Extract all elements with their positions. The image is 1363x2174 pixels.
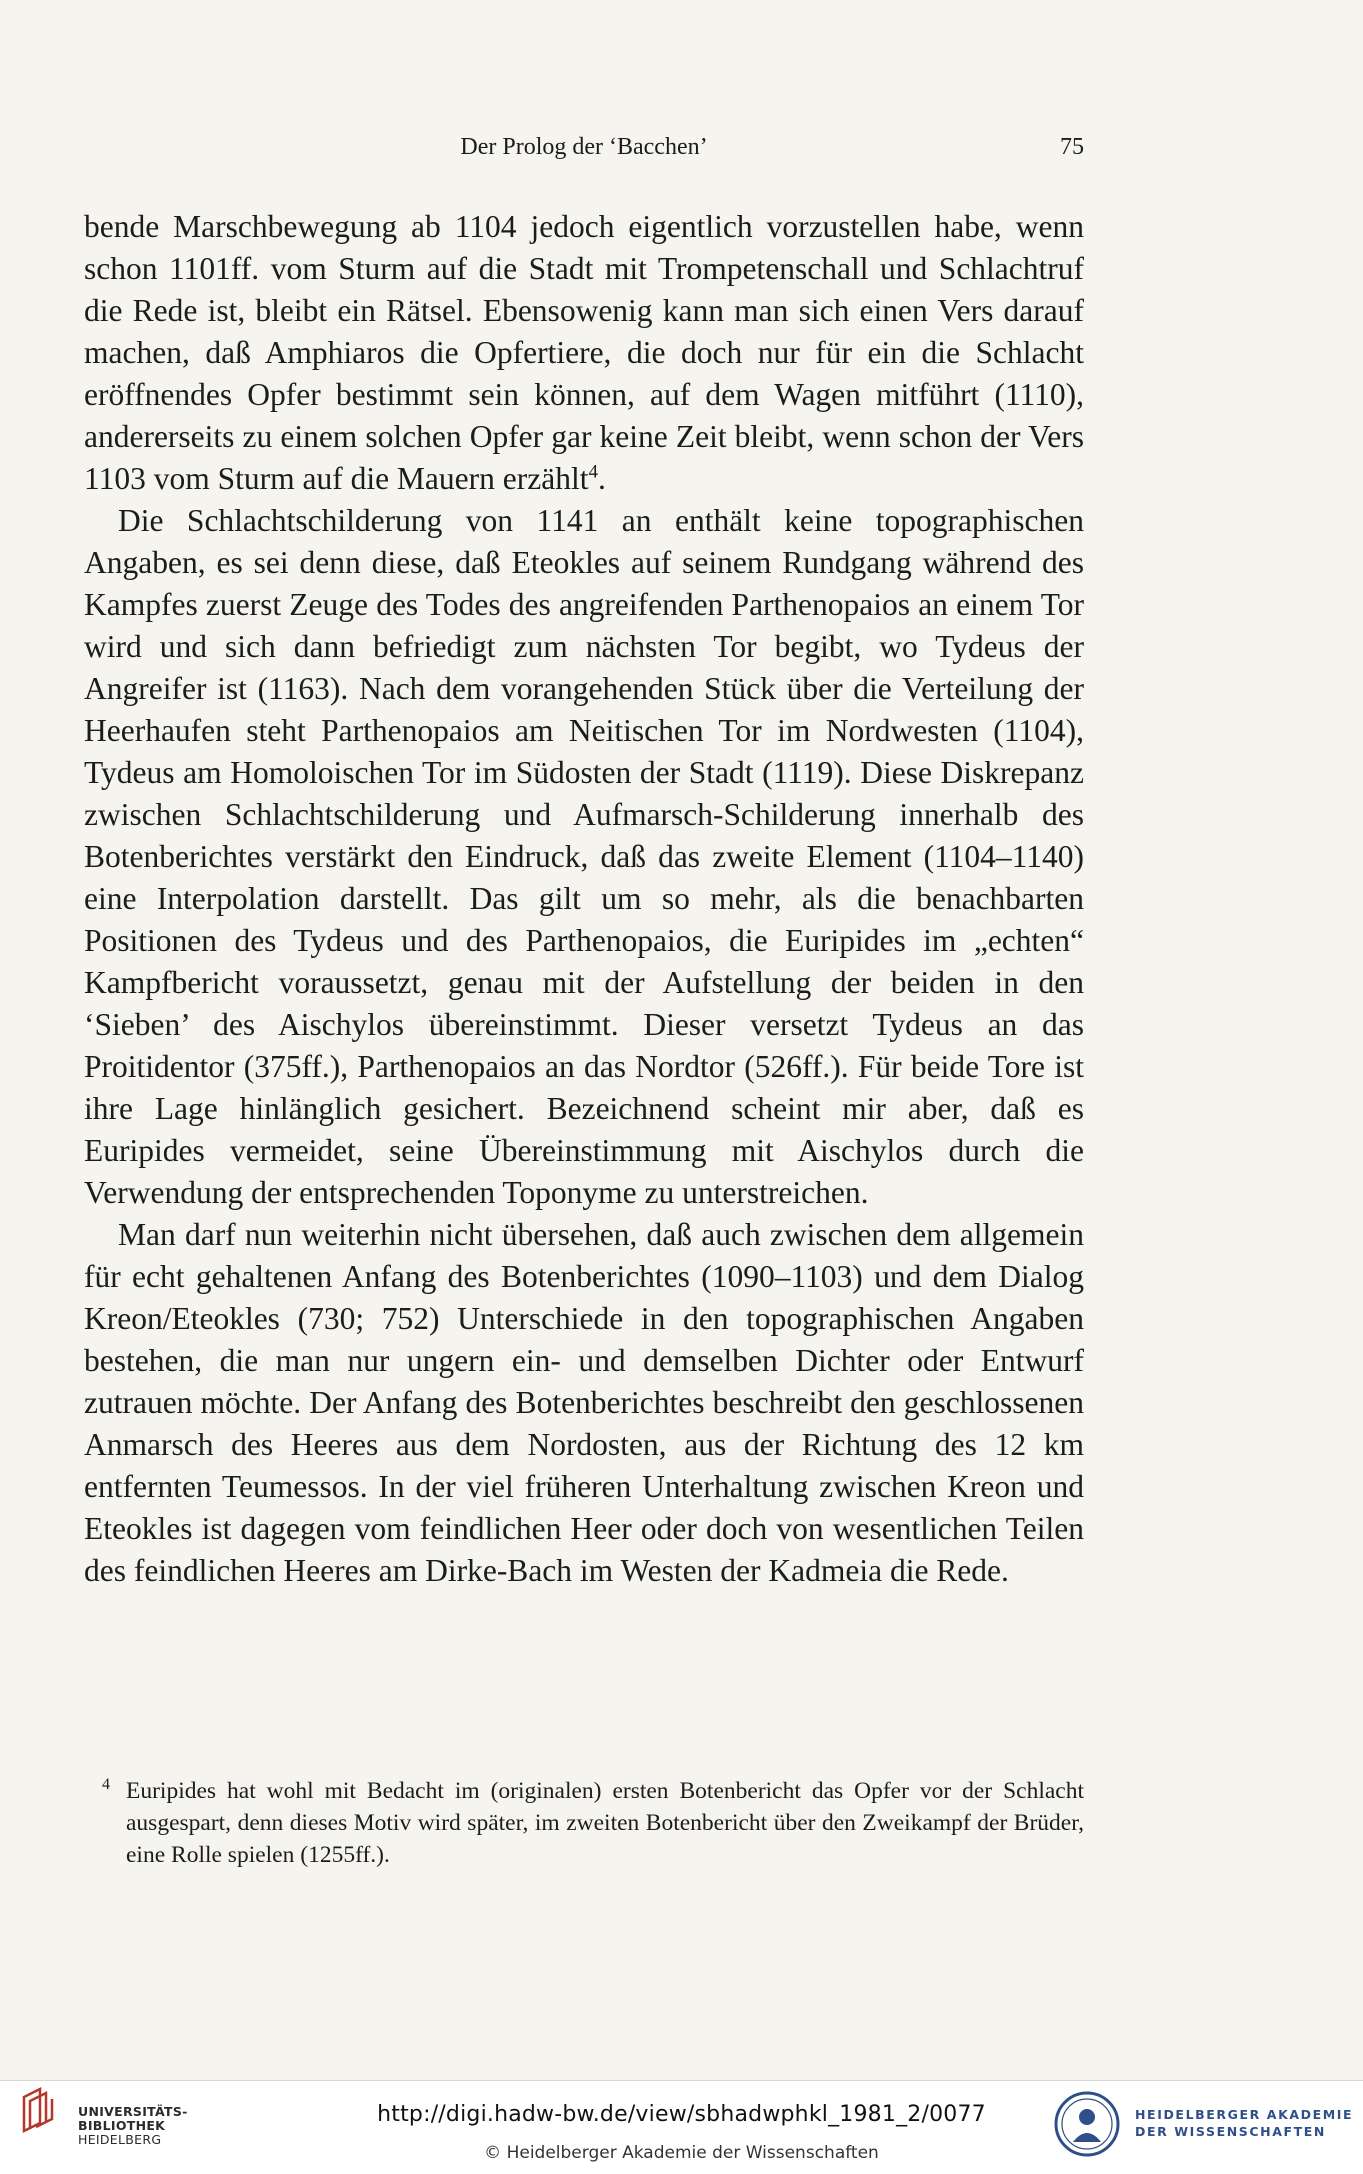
library-name-line2: BIBLIOTHEK: [78, 2118, 166, 2133]
copyright-notice: © Heidelberger Akademie der Wissenschaften: [484, 2143, 879, 2163]
page-number: 75: [1060, 134, 1084, 160]
paragraph-2: Die Schlachtschilderung von 1141 an enthält keine topographischen Angaben, es sei denn diese, daß Eteokles auf seinem Rundgang während des Kampfes zuerst Zeuge des Todes des angreifenden Parthenopaios an einem Tor wird und sich dann befriedigt zum nächsten Tor begibt, wo Tydeus der Angreifer ist (1163). Nach dem vorangehenden Stück über die Verteilung der Heerhaufen steht Parthenopaios am Neitischen Tor im Nordwesten (1104), Tydeus am Homoloischen Tor im Südosten der Stadt (1119). Diese Diskrepanz zwischen Schlachtschilderung und Aufmarsch-Schilderung innerhalb des Botenberichtes verstärkt den Eindruck, daß das zweite Element (1104–1140) eine Interpolation darstellt. Das gilt um so mehr, als die benachbarten Positionen des Tydeus und des Parthenopaios, die Euripides im „echten“ Kampfbericht voraussetzt, genau mit der Aufstellung der beiden in den ‘Sieben’ des Aischylos übereinstimmt. Dieser versetzt Tydeus an das Proitidentor (375ff.), Parthenopaios an das Nordtor (526ff.). Für beide Tore ist ihre Lage hinlänglich gesichert. Bezeichnend scheint mir aber, daß es Euripides vermeidet, seine Übereinstimmung mit Aischylos durch die Verwendung der entsprechenden Toponyme zu unterstreichen.: [84, 503, 1084, 1210]
academy-name-line1: HEIDELBERGER AKADEMIE: [1135, 2107, 1354, 2122]
running-title: Der Prolog der ‘Bacchen’: [460, 134, 708, 160]
running-head: [84, 134, 1084, 174]
paragraph-1: [84, 206, 1084, 500]
permalink-url[interactable]: http://digi.hadw-bw.de/view/sbhadwphkl_1981_2/0077: [377, 2102, 986, 2127]
paragraph-end: .: [597, 461, 606, 496]
footnote-mark: 4: [102, 1776, 110, 1793]
academy-name-line2: DER WISSENSCHAFTEN: [1135, 2124, 1326, 2139]
viewer-footer: [0, 2080, 1363, 2174]
footnote-4: [84, 1775, 1084, 1871]
paragraph-text: bende Marschbewegung ab 1104 jedoch eigentlich vorzustellen habe, wenn schon 1101ff. vom Sturm auf die Stadt mit Trompetenschall und Schlachtruf die Rede ist, bleibt ein Rätsel. Ebensowenig kann man sich einen Vers darauf machen, daß Amphiaros die Opfertiere, die doch nur für ein die Schlacht eröffnendes Opfer bestimmt sein können, auf dem Wagen mitführt (1110), andererseits zu einem solchen Opfer gar keine Zeit bleibt, wenn schon der Vers 1103 vom Sturm auf die Mauern erzählt: [84, 209, 1084, 496]
body-text: [84, 206, 1084, 1592]
footnote-reference[interactable]: 4: [588, 461, 598, 483]
footnote-text: Euripides hat wohl mit Bedacht im (originalen) ersten Botenbericht das Opfer vor der Schlacht ausgespart, denn dieses Motiv wird später, im zweiten Botenbericht über den Zweikampf der Brüder, eine Rolle spielen (1255ff.).: [126, 1778, 1084, 1868]
library-name-line1: UNIVERSITÄTS-: [78, 2104, 188, 2119]
paragraph-3: Man darf nun weiterhin nicht übersehen, daß auch zwischen dem allgemein für echt gehaltenen Anfang des Botenberichtes (1090–1103) und dem Dialog Kreon/Eteokles (730; 752) Unterschiede in den topographischen Angaben bestehen, die man nur ungern ein- und demselben Dichter oder Entwurf zutrauen möchte. Der Anfang des Botenberichtes beschreibt den geschlossenen Anmarsch des Heeres aus dem Nordosten, aus der Richtung des 12 km entfernten Teumessos. In der viel früheren Unterhaltung zwischen Kreon und Eteokles ist dagegen vom feindlichen Heer oder doch von wesentlichen Teilen des feindlichen Heeres am Dirke-Bach im Westen der Kadmeia die Rede.: [84, 1217, 1084, 1588]
footnotes: [84, 1775, 1084, 1871]
academy-name[interactable]: [1135, 2106, 1353, 2140]
library-name-line3: HEIDELBERG: [78, 2132, 162, 2147]
hadw-seal-icon[interactable]: [1053, 2090, 1121, 2158]
